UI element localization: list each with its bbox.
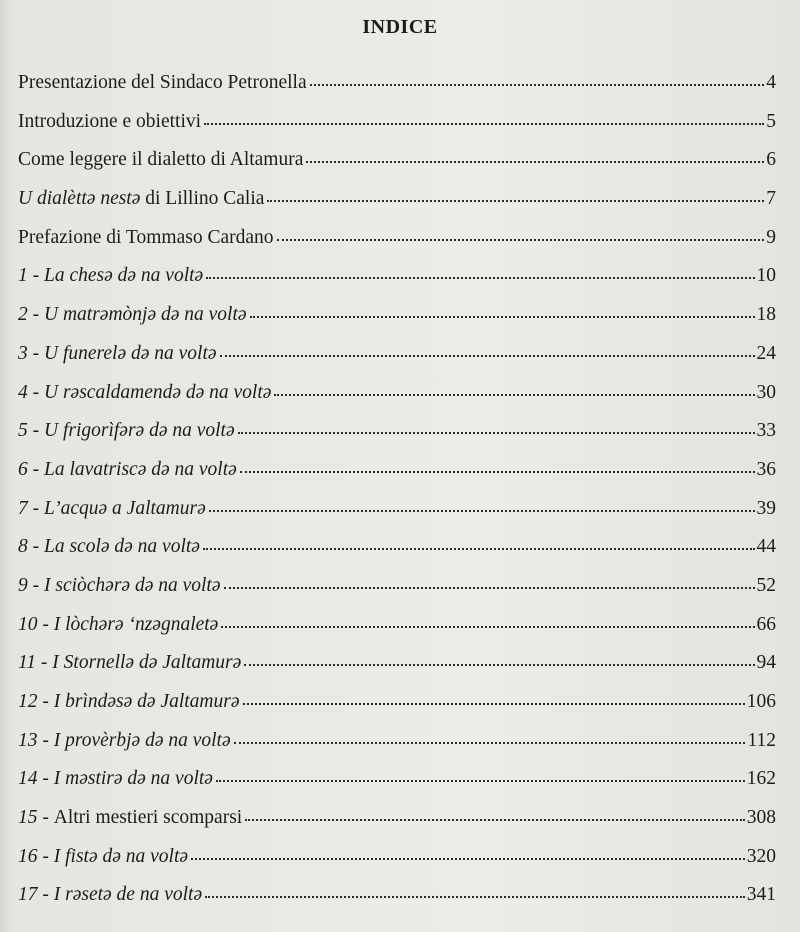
toc-entry-page-number: 9: [766, 226, 776, 248]
dot-leader: [204, 123, 764, 125]
toc-entry-page-number: 44: [756, 536, 776, 558]
toc-entry-title-roman: Altri mestieri scomparsi: [53, 807, 243, 829]
toc-entry: [18, 111, 776, 150]
toc-entry-title: [18, 188, 264, 210]
dot-leader: [306, 161, 764, 163]
toc-entry-title: 9 - I sciòchərə də na voltə: [18, 574, 221, 596]
toc-entry-title: Presentazione del Sindaco Petronella: [18, 72, 307, 93]
toc-entry-page-number: 112: [747, 729, 776, 751]
toc-entry-page-number: 39: [756, 497, 776, 519]
page-title: INDICE: [362, 16, 438, 38]
toc-entry: [18, 72, 776, 111]
toc-entry-title: 8 - La scolə də na voltə: [18, 536, 200, 558]
toc-entry-title: 13 - I provèrbjə də na voltə: [18, 729, 231, 751]
dot-leader: [277, 239, 765, 241]
toc-entry: [18, 149, 776, 188]
toc-entry: [18, 807, 776, 846]
toc-entry: [18, 768, 776, 807]
toc-entry: [18, 575, 776, 614]
toc-entry: [18, 343, 776, 382]
toc-entry-title: 5 - U frigorìfərə də na voltə: [18, 420, 235, 442]
dot-leader: [205, 896, 745, 898]
toc-entry-title: 12 - I brìndəsə də Jaltamurə: [18, 691, 240, 712]
toc-entry: [18, 382, 776, 421]
toc-entry-page-number: 5: [766, 110, 776, 132]
toc-entry: [18, 227, 776, 266]
toc-entry: [18, 730, 776, 769]
toc-entry-title-roman: di Lillino Calia: [140, 188, 265, 210]
toc-entry-page-number: 4: [766, 72, 776, 93]
toc-entry-title: 2 - U matrəmònjə də na voltə: [18, 304, 247, 326]
toc-entry-page-number: 7: [766, 188, 776, 210]
dot-leader: [221, 626, 754, 628]
toc-entry-page-number: 6: [766, 149, 776, 171]
toc-entry-page-number: 30: [756, 381, 776, 403]
toc-entry-page-number: 308: [746, 807, 776, 829]
dot-leader: [243, 703, 745, 705]
toc-entry-title: 7 - L’acquə a Jaltamurə: [18, 497, 206, 519]
dot-leader: [216, 780, 745, 782]
toc-entry-page-number: 106: [746, 691, 776, 712]
toc-entry: [18, 498, 776, 537]
dot-leader: [234, 742, 746, 744]
toc-entry: [18, 536, 776, 575]
dot-leader: [244, 664, 754, 666]
toc-entry: [18, 420, 776, 459]
toc-entry: [18, 188, 776, 227]
toc-entry-title: 17 - I rəsetə de na voltə: [18, 884, 203, 906]
toc-entry-title: Prefazione di Tommaso Cardano: [18, 226, 274, 248]
dot-leader: [245, 819, 745, 821]
dot-leader: [267, 200, 764, 202]
toc-entry: [18, 304, 776, 343]
toc-entry-page-number: 94: [756, 652, 776, 674]
toc-entry: [18, 691, 776, 730]
dot-leader: [238, 432, 755, 434]
dot-leader: [203, 548, 755, 550]
toc-entry-title: 10 - I lòchərə ‘nzəgnaletə: [18, 613, 219, 635]
dot-leader: [224, 587, 755, 589]
dot-leader: [310, 84, 765, 86]
toc-entry-title: Come leggere il dialetto di Altamura: [18, 149, 304, 171]
toc-entry-title: [18, 807, 242, 829]
toc-entry-title: 6 - La lavatriscə də na voltə: [18, 458, 237, 480]
dot-leader: [209, 510, 755, 512]
dot-leader: [220, 355, 755, 357]
toc-entry-page-number: 66: [756, 613, 776, 635]
toc-entry-title: 14 - I məstirə də na voltə: [18, 768, 213, 790]
dot-leader: [240, 471, 755, 473]
toc-entry-title: 11 - I Stornellə də Jaltamurə: [18, 652, 242, 674]
toc-entry-page-number: 341: [746, 884, 776, 906]
toc-entry: [18, 652, 776, 691]
toc-entry-page-number: 18: [756, 304, 776, 326]
toc-entry: [18, 265, 776, 304]
toc-entry-page-number: 24: [756, 342, 776, 364]
dot-leader: [191, 858, 745, 860]
toc-entry: [18, 459, 776, 498]
toc-entry-page-number: 33: [756, 420, 776, 442]
toc-entry-page-number: 52: [756, 574, 776, 596]
toc-entry-page-number: 36: [756, 458, 776, 480]
toc-entry-title: 16 - I fistə də na voltə: [18, 845, 189, 867]
toc-entry: [18, 846, 776, 885]
toc-entry-title: 3 - U funerelə də na voltə: [18, 342, 217, 364]
dot-leader: [206, 277, 754, 279]
toc-entry: [18, 614, 776, 653]
toc-entry: [18, 884, 776, 923]
dot-leader: [250, 316, 755, 318]
toc-entry-page-number: 320: [746, 845, 776, 867]
toc-entry-title-italic: 15 -: [18, 807, 54, 829]
dot-leader: [274, 394, 754, 396]
toc-entry-title: 4 - U rəscaldamendə də na voltə: [18, 381, 272, 403]
toc-entry-page-number: 10: [756, 265, 776, 287]
toc-entry-title: Introduzione e obiettivi: [18, 110, 202, 132]
toc-entry-page-number: 162: [746, 768, 776, 790]
toc-entry-title: 1 - La chesə də na voltə: [18, 265, 204, 287]
toc-entry-title-italic: U dialèttə nestə: [18, 188, 141, 210]
table-of-contents: [18, 72, 776, 923]
